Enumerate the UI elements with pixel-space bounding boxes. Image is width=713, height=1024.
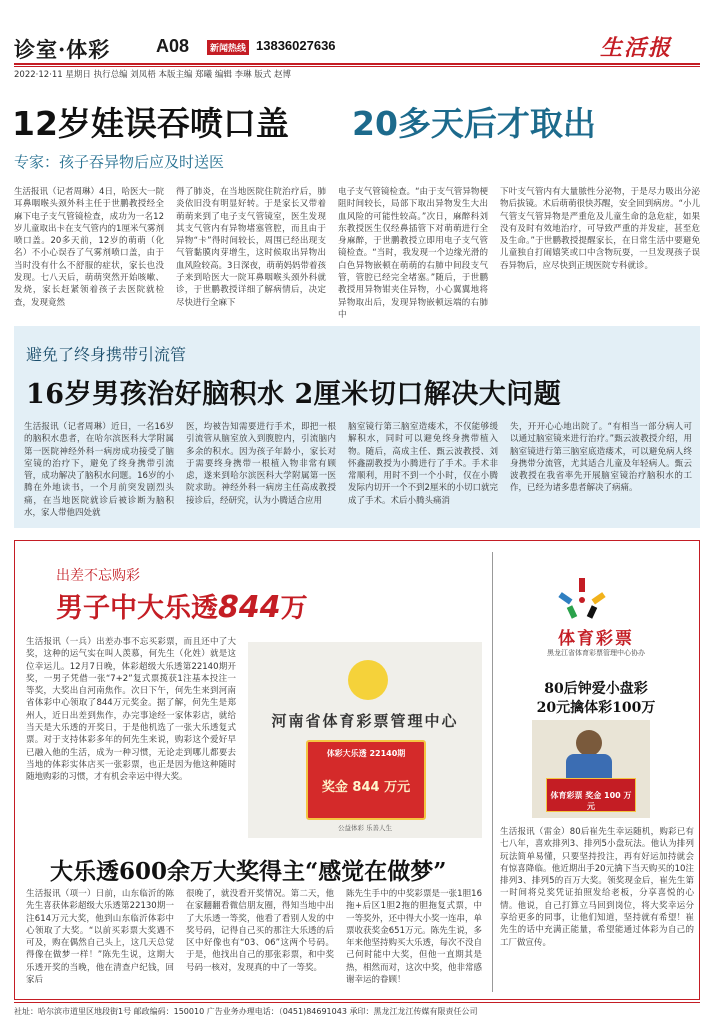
paper-logo: 生活报 [600,35,673,61]
prize-board [306,740,426,820]
sidebar-winner-photo [532,720,650,818]
sidebar-body: 生活报讯（雷金）80后崔先生幸运随机，购彩已有七八年，喜欢排列3、排列5小盘玩法。他认为排列玩法简单易懂，只要坚持投注，再有好运加持就会有惊喜降临。他近期出手20元擒下当天购买的10注排列3、排列5的百万大奖。领奖现金后，崔先生第一时间将兑奖凭证拍照发给老板，分享喜悦的心情。他说，自己打算立马回到岗位，将大奖幸运分享给更多的同事，让他们知道，坚持就有希望！崔先生的话中充满正能量，希望能通过体彩为自己的工厂做宣传。 [500,827,694,948]
story2-headline: 16岁男孩治好脑积水 2厘米切口解决大问题 [26,379,562,410]
masthead-divider-thin [14,66,700,67]
prize-board-title: 体彩大乐透 22140期 [326,749,406,758]
section-title: 诊室·体彩 [14,37,111,62]
photo-banner-text: 河南省体育彩票管理中心 [271,712,459,730]
lottery-sub-column-3: 陈先生手中的中奖彩票是一张1胆16拖+后区1胆2拖的胆拖复式票，中一等奖外，还中得大小奖一连串，单票收获奖金651万元。陈先生说，多年来他坚持购买大乐透，每次不没自己何时能中大奖，但他一直期其是热，相然而对，这次中奖，他非常感谢幸运的眷顾！ [346,889,483,986]
story2-kicker: 避免了终身携带引流管 [26,345,187,364]
footer-info: 社址：哈尔滨市道里区地段街1号 邮政编码：150010 广告业务办理电话：（0451)84691043 承印：黑龙江龙江传媒有限责任公司 [14,1007,478,1016]
story1-column-2: 得了肺炎，在当地医院住院治疗后，肺炎依旧没有明显好转。于是家长又带着萌萌来到了电子支气管镜室，医生发现其支气管内有异物堵塞管腔，而且由于异物“卡”得时间较长，周围已经出现支气管黏膜肉芽增生，这时候取出异物出血风险较高。3日深夜，萌萌妈妈带着孩子来到哈医大一院耳鼻咽喉头颈外科就诊，于世鹏教授详细了解病情后，决定尽快进行全麻下 [176,187,326,308]
story1-subheadline: 专家：孩子吞异物后应及时送医 [14,153,225,171]
hotline-number: 13836027636 [256,38,336,53]
story2-column-1: 生活报讯（记者周琳）近日，一名16岁的脑积水患者，在哈尔滨医科大学附属第一医院神经外科一病房成功接受了脑室镜的治疗下，避免了终身携带引流管，成功解决了脑积水问题。16岁的小腾在外地读书，一个月前突发剧烈头痛，在当地医院就诊后被诊断为脑积水，家人带他四处就 [24,422,174,519]
lottery-column-1: 生活报讯（一兵）出差办事不忘买彩票，而且还中了大奖，这种的运气实在叫人羡慕，何先生（化姓）就是这位幸运儿。12月7日晚，体彩超级大乐透第22140期开奖，一男子凭借一张“7+2”复式票揽获1注基本投注一等奖，大奖出自河南焦作。次日下午，何先生来到河南省体彩中心领取了844万元奖金。据了解，何先生是郑州人，近日出差到焦作，办完事途经一家体彩店，就给当天是大乐透的开奖日，于是他机选了一张大乐透复式票。对于支持体彩多年的何先生来说，购彩这个爱好早已融入他的生活，成为一种习惯，无论走到哪儿都要去当地的体彩实体店买一张彩票，也正是因为他这种随时随地购彩的习惯，才有机会幸运中得大奖。 [26,637,236,783]
hotline-badge: 新闻热线 [207,40,249,55]
winner-head-icon [576,730,602,756]
lottery-sub-column-2: 很晚了，就没看开奖情况。第二天，他在家翻翻看微信朋友圈，得知当地中出了大乐透一等奖，他看了看别人发的中奖号码，记得自己买的那注大乐透的后区中好像也有“03、06”这两个号码。于是，他找出自己的那张彩票，和中奖号码一核对，发现真的中了一等奖。 [186,889,334,973]
story1-headline-part-a: 12岁娃误吞喷口盖 [12,104,289,143]
lottery-sub-column-1: 生活报讯（项一）日前，山东临沂的陈先生喜获体彩超级大乐透第22130期一注614万元大奖，他到山东临沂体彩中心领取了大奖。“以前买彩票大奖遇不可及，购在偶然自己头上，这几天总觉得像在做梦一样！”陈先生说，这期大乐透开奖的当晚，他在清查户纪钱，回家后 [26,889,174,986]
lottery-headline-unit: 万 [280,593,308,624]
lottery-headline-amount: 844 [218,590,281,625]
sidebar-prize-board [546,778,636,812]
sidebar-headline-line-1: 80后钟爱小盘彩 [544,681,648,697]
masthead-divider [14,63,700,65]
sidebar-brand-title: 体育彩票 [558,629,634,649]
page-number: A08 [156,36,190,56]
story2-column-4: 失，开开心心地出院了。“有相当一部分病人可以通过脑室镜来进行治疗。”甄云波教授介绍，用脑室镜进行第三脑室底造瘘术，可以避免病人终身携带分流管，尤其适合儿童及年轻病人。甄云波教授在我省率先开展脑室镜治疗脑积水的工作，已经为诸多患者解决了病痛。 [510,422,692,494]
sidebar-divider [492,552,493,992]
lottery-kicker: 出差不忘购彩 [56,568,140,584]
story2-column-2: 医，均被告知需要进行手术，即把一根引流管从脑室放入到腹腔内，引流脑内多余的积水。因为孩子年龄小，家长对于需要终身携带一根植入物非常有顾虑，遂来到哈尔滨医科大学附属第一医院求助。神经外科一病房主任高成教授接诊后，经研究，认为小腾适合应用 [186,422,336,506]
sports-lottery-logo-icon [552,576,612,620]
story1-column-1: 生活报讯（记者周琳）4日，哈医大一院耳鼻咽喉头颈外科主任于世鹏教授经全麻下电子支气管镜检查，成功为一名12岁儿童取出卡在支气管内的1厘米气雾剂喷口盖。20多天前，12岁的萌萌（化名）不小心误吞了气雾剂喷口盖，由于当时没有什么不舒服的症状，家长也没发现。七八天后，萌萌突然开始咳嗽、发烧，家长赶紧领着孩子去医院就检查，发现竟然 [14,187,164,308]
sidebar-headline-line-2: 20元擒体彩100万 [536,700,656,716]
dateline: 2022·12·11 星期日 执行总编 刘凤梧 本版主编 郑曦 编辑 李琳 版式 赵博 [14,70,291,80]
photo-caption: 公益体彩 乐善人生 [337,824,393,832]
prize-board-amount: 奖金 844 万元 [321,780,411,795]
lottery-headline [56,586,308,625]
story1-column-3: 电子支气管镜检查。“由于支气管异物梗阻时间较长，局部下取出异物发生大出血风险的可能性较高。”次日，麻醉科刘东教授医生仅经鼻插管下对萌萌进行全身麻醉，于世鹏教授立即用电子支气管镜检查。“当时，我发现一个边缘光滑的白色异物嵌顿在萌萌的右肺中间段支气管，管腔已经完全堵塞。”随后，于世鹏教授用异物钳夹住异物，小心翼翼地将异物取出后，发现异物嵌顿远端的右肺中 [338,187,488,320]
story1-column-4: 下叶支气管内有大量脓性分泌物，于是尽力吸出分泌物后拔镜。术后萌萌很快苏醒，安全回到病房。“小儿气管支气管异物是严重危及儿童生命的急危症，如果没有及时有效地治疗，可导致严重的并发症，甚至危及生命。”于世鹏教授提醒家长，在日常生活中要避免儿童独自打闹嬉笑或口中含物玩耍，一旦发现孩子误吞异物后，应尽快到正规医院专科就诊。 [500,187,700,271]
lottery-award-photo [248,642,482,838]
mascot-head-icon [348,660,388,700]
lottery-sub-headline: 大乐透600余万大奖得主“感觉在做梦” [50,858,447,885]
story1-headline-part-b: 20多天后才取出 [352,104,596,143]
lottery-headline-text: 男子中大乐透 [56,593,218,624]
sidebar-brand-subtitle: 黑龙江省体育彩票管理中心协办 [547,649,645,657]
sidebar-prize-board-text: 体育彩票 奖金 100 万元 [550,791,632,811]
footer-divider [14,1002,700,1003]
story2-column-3: 脑室镜行第三脑室造瘘术，不仅能够缓解积水，同时可以避免终身携带植入物。随后，高成主任、甄云波教授、刘怀鑫副教授为小腾进行了手术。手术非常顺利，用时不到一个小时，仅在小腾发际内切开一个不到2厘米的小切口就完成了手术。术后小腾头痛消 [348,422,498,506]
